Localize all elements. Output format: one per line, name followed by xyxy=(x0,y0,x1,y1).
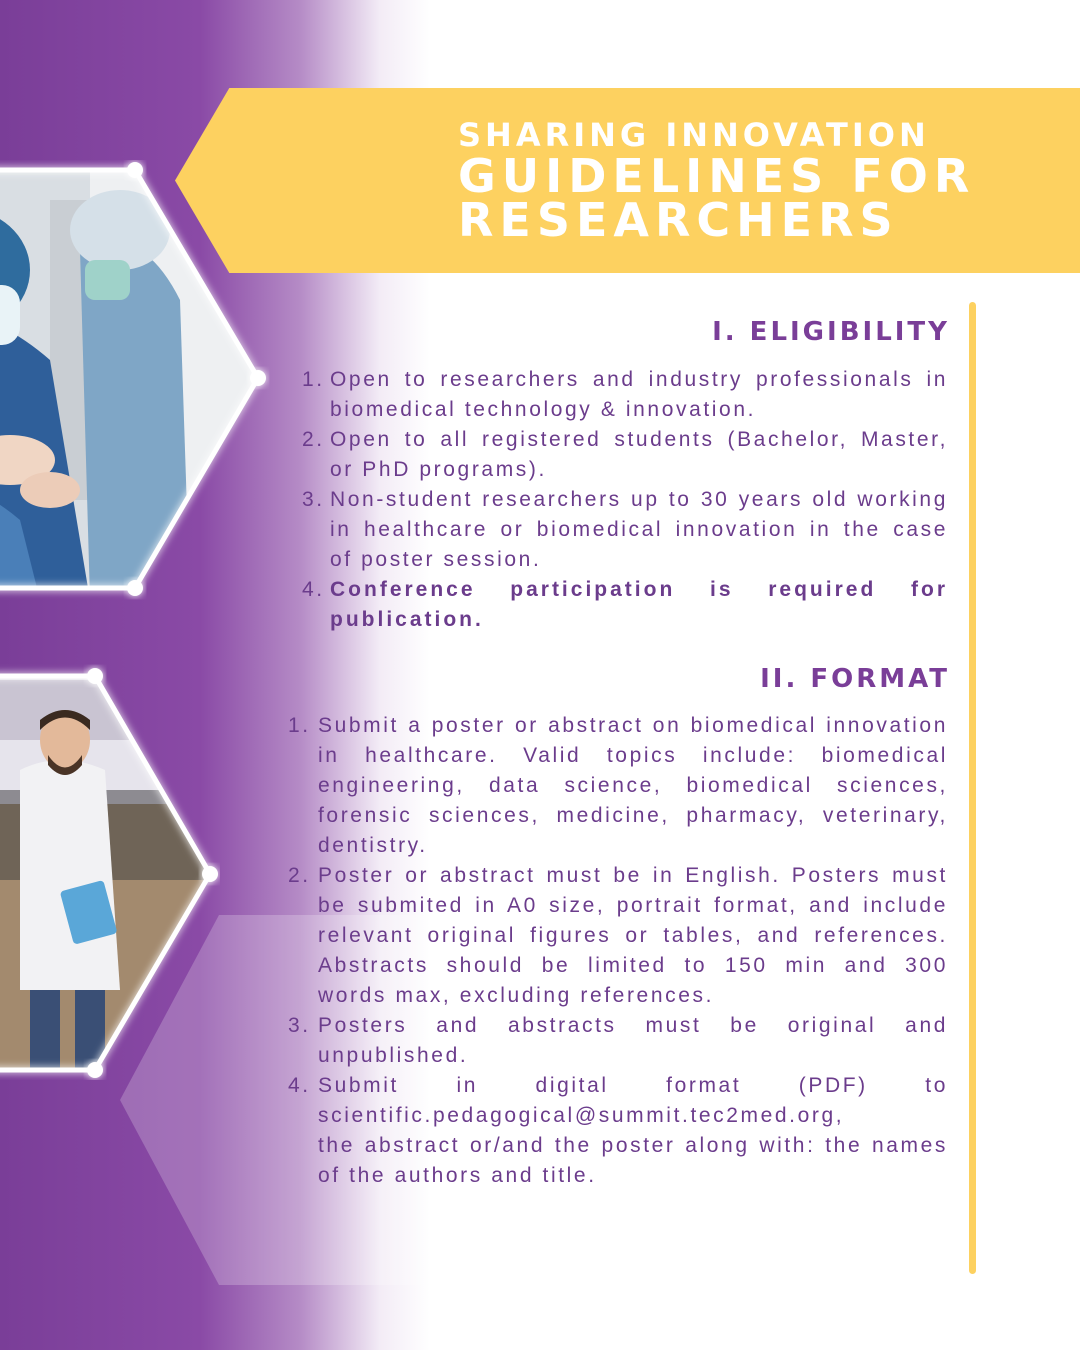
list-item xyxy=(288,1011,948,1071)
banner-title-line2: RESEARCHERS xyxy=(458,193,899,247)
list-item-text: the abstract or/and the poster along with: the names of the authors and title. xyxy=(318,1134,948,1187)
list-item xyxy=(288,1071,948,1191)
format-list xyxy=(288,711,948,1191)
list-item xyxy=(302,575,948,635)
list-item-text: Submit a poster or abstract on biomedical innovation in healthcare. Valid topics include: biomedical engineering, data science, biomedical sciences, forensic sciences, medicine, pharmacy, veterinary, dentistry. xyxy=(318,714,948,857)
list-number: 3. xyxy=(302,488,325,511)
list-item-text: Open to researchers and industry professionals in biomedical technology & innovation. xyxy=(330,368,948,421)
eligibility-heading: I. ELIGIBILITY xyxy=(712,317,950,347)
list-number: 2. xyxy=(288,864,311,887)
list-number: 2. xyxy=(302,428,325,451)
format-heading: II. FORMAT xyxy=(760,664,950,694)
list-item-text: Posters and abstracts must be original and unpublished. xyxy=(318,1014,948,1067)
list-number: 1. xyxy=(302,368,325,391)
banner-title-line1: GUIDELINES FOR xyxy=(458,149,976,203)
list-number: 4. xyxy=(302,578,325,601)
vertical-divider xyxy=(969,302,976,1274)
list-item-text: Poster or abstract must be in English. Posters must be submited in A0 size, portrait format, and include relevant original figures or tables, and references. Abstracts should be limited to 150 min and 300 words max, excluding references. xyxy=(318,864,948,1007)
list-item xyxy=(288,711,948,861)
list-item xyxy=(288,861,948,1011)
list-item-text: Conference participation is required for publication. xyxy=(330,578,948,631)
list-item-text: Open to all registered students (Bachelor, Master, or PhD programs). xyxy=(330,428,948,481)
banner-kicker: SHARING INNOVATION xyxy=(458,116,930,154)
list-item-text: Submit in digital format (PDF) to xyxy=(318,1074,948,1097)
veterinarians-photo xyxy=(0,660,220,1080)
list-item xyxy=(302,425,948,485)
list-number: 4. xyxy=(288,1074,311,1097)
list-number: 1. xyxy=(288,714,311,737)
list-item-text: Non-student researchers up to 30 years old working in healthcare or biomedical innovation in the case of poster session. xyxy=(330,488,948,571)
list-number: 3. xyxy=(288,1014,311,1037)
email-address[interactable]: scientific.pedagogical@summit.tec2med.org, xyxy=(318,1104,845,1127)
eligibility-list xyxy=(302,365,948,635)
list-item xyxy=(302,485,948,575)
list-item xyxy=(302,365,948,425)
banner-text xyxy=(458,116,976,247)
